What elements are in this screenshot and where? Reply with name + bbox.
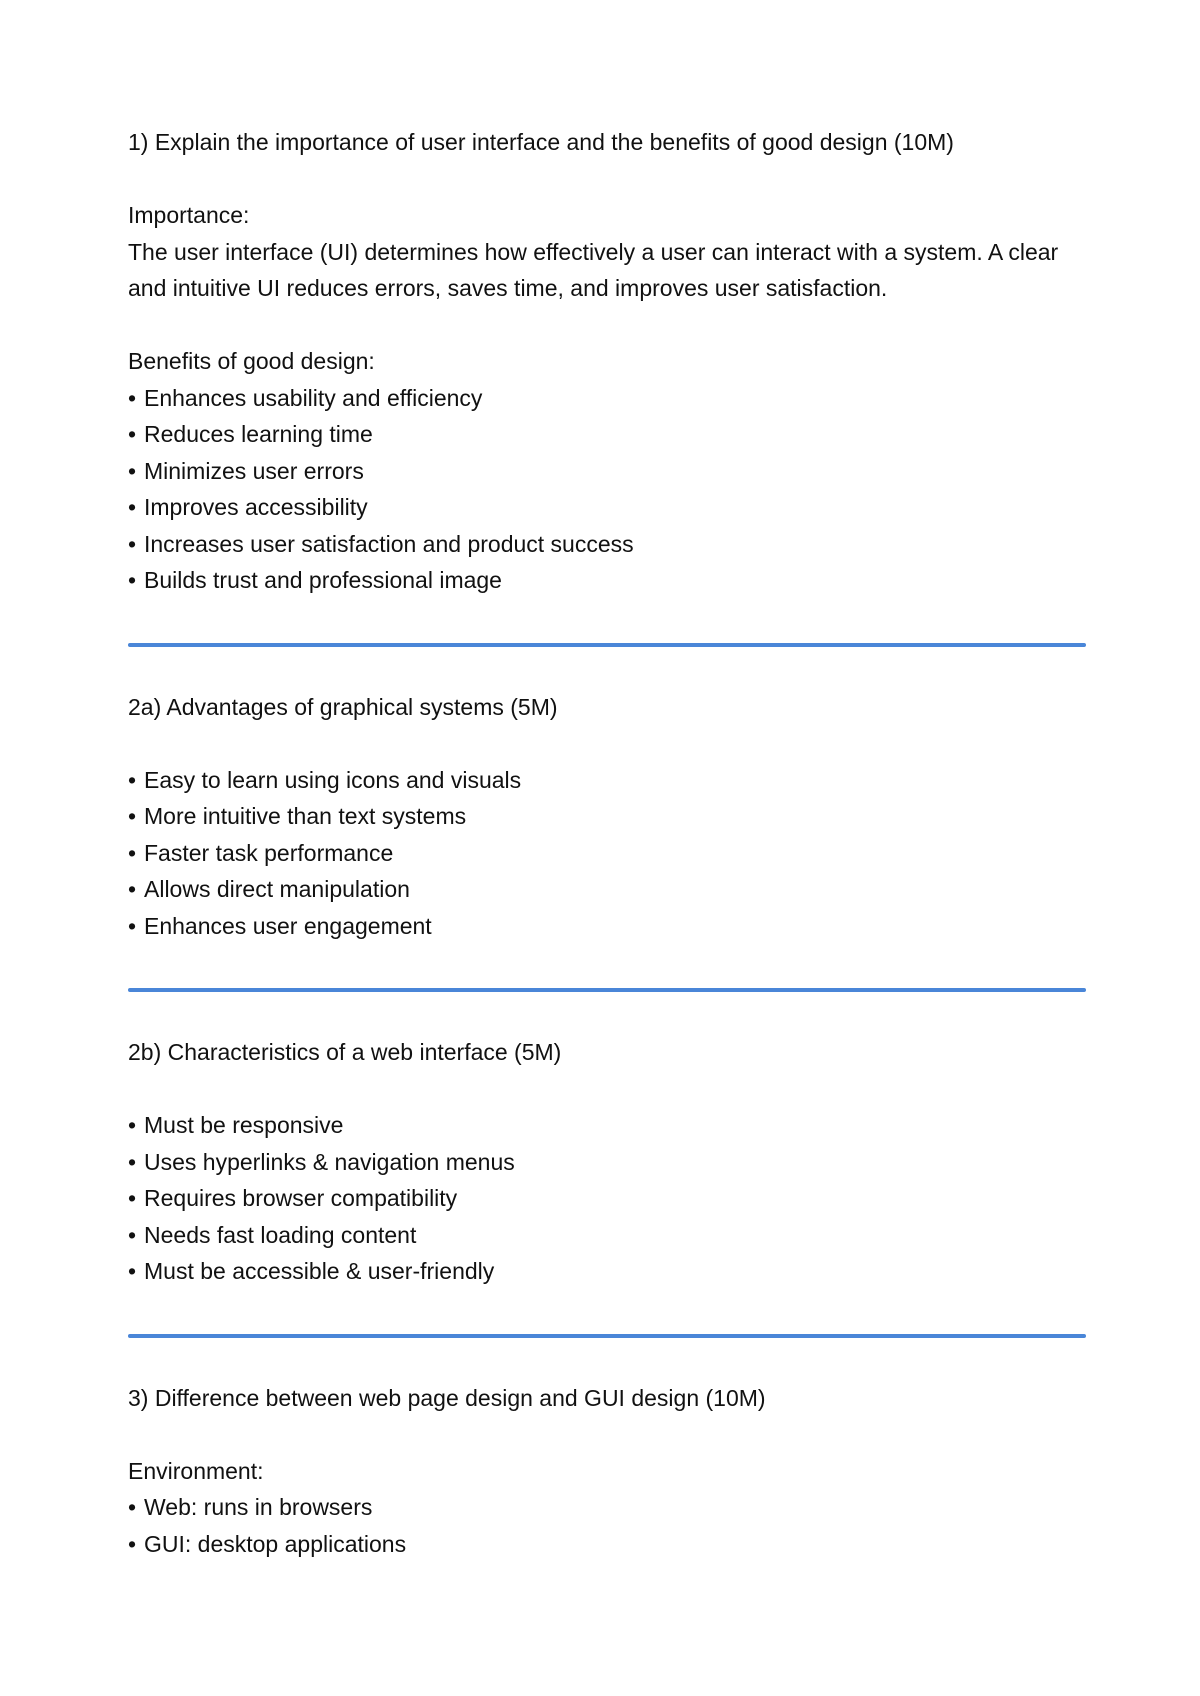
- bullet-item: [128, 762, 1086, 799]
- bullet-item: [128, 798, 1086, 835]
- section-2a: [128, 689, 1086, 945]
- bullet-marker: •: [128, 803, 137, 829]
- bullet-marker: •: [128, 1221, 137, 1248]
- bullet-item: [128, 871, 1086, 908]
- bullet-text: Uses hyperlinks & navigation menus: [144, 1148, 515, 1175]
- importance-text: The user interface (UI) determines how effectively a user can interact with a system. A clear and intuitive UI reduces errors, saves time, and improves user satisfaction.: [128, 238, 1059, 301]
- environment-label: Environment:: [128, 1457, 264, 1484]
- section-2b: [128, 1034, 1086, 1290]
- bullet-marker: •: [128, 839, 137, 866]
- bullet-text: More intuitive than text systems: [144, 803, 467, 829]
- bullet-item: [128, 1526, 1086, 1563]
- bullet-marker: •: [128, 1258, 137, 1284]
- bullet-text: Web: runs in browsers: [144, 1494, 373, 1520]
- bullet-item: [128, 453, 1086, 490]
- bullet-text: Must be responsive: [144, 1112, 344, 1138]
- bullet-marker: •: [128, 421, 137, 447]
- bullet-text: GUI: desktop applications: [144, 1530, 407, 1557]
- bullet-text: Must be accessible & user-friendly: [144, 1258, 495, 1284]
- bullet-item: [128, 1253, 1086, 1290]
- bullet-item: [128, 416, 1086, 453]
- bullet-text: Improves accessibility: [144, 494, 368, 520]
- bullet-marker: •: [128, 494, 137, 520]
- bullet-marker: •: [128, 1185, 137, 1211]
- bullet-marker: •: [128, 384, 137, 411]
- section-1: [128, 124, 1086, 599]
- bullet-marker: •: [128, 1112, 137, 1138]
- bullet-text: Increases user satisfaction and product success: [144, 530, 634, 557]
- bullet-text: Easy to learn using icons and visuals: [144, 766, 522, 793]
- section-3: [128, 1380, 1086, 1563]
- benefits-list: [128, 380, 1086, 599]
- bullet-item: [128, 1489, 1086, 1526]
- bullet-marker: •: [128, 1494, 137, 1520]
- bullet-item: [128, 562, 1086, 599]
- bullet-item: [128, 835, 1086, 872]
- bullet-text: Builds trust and professional image: [144, 567, 502, 593]
- section-2a-heading: 2a) Advantages of graphical systems (5M): [128, 693, 558, 720]
- bullet-marker: •: [128, 530, 137, 557]
- bullet-item: [128, 1144, 1086, 1181]
- characteristics-list: [128, 1107, 1086, 1290]
- bullet-text: Minimizes user errors: [144, 457, 364, 484]
- bullet-text: Requires browser compatibility: [144, 1185, 458, 1211]
- section-divider: [128, 1334, 1086, 1338]
- document-content: [128, 124, 1086, 1562]
- benefits-label: Benefits of good design:: [128, 348, 375, 374]
- bullet-text: Needs fast loading content: [144, 1221, 417, 1248]
- bullet-text: Reduces learning time: [144, 421, 373, 447]
- bullet-text: Faster task performance: [144, 839, 394, 866]
- bullet-marker: •: [128, 457, 137, 484]
- bullet-item: [128, 908, 1086, 945]
- bullet-text: Allows direct manipulation: [144, 876, 410, 902]
- bullet-marker: •: [128, 876, 137, 902]
- bullet-item: [128, 1217, 1086, 1254]
- bullet-text: Enhances user engagement: [144, 912, 432, 939]
- section-3-heading: 3) Difference between web page design and GUI design (10M): [128, 1384, 766, 1411]
- bullet-item: [128, 489, 1086, 526]
- bullet-marker: •: [128, 1148, 137, 1175]
- bullet-item: [128, 526, 1086, 563]
- section-divider: [128, 988, 1086, 992]
- bullet-marker: •: [128, 766, 137, 793]
- section-2b-heading: 2b) Characteristics of a web interface (5M): [128, 1039, 562, 1065]
- bullet-marker: •: [128, 912, 137, 939]
- bullet-marker: •: [128, 567, 137, 593]
- importance-label: Importance:: [128, 202, 250, 228]
- bullet-item: [128, 380, 1086, 417]
- section-1-heading: 1) Explain the importance of user interface and the benefits of good design (10M): [128, 129, 954, 155]
- bullet-item: [128, 1107, 1086, 1144]
- advantages-list: [128, 762, 1086, 945]
- bullet-text: Enhances usability and efficiency: [144, 384, 483, 411]
- environment-list: [128, 1489, 1086, 1562]
- section-divider: [128, 643, 1086, 647]
- bullet-item: [128, 1180, 1086, 1217]
- bullet-marker: •: [128, 1530, 137, 1557]
